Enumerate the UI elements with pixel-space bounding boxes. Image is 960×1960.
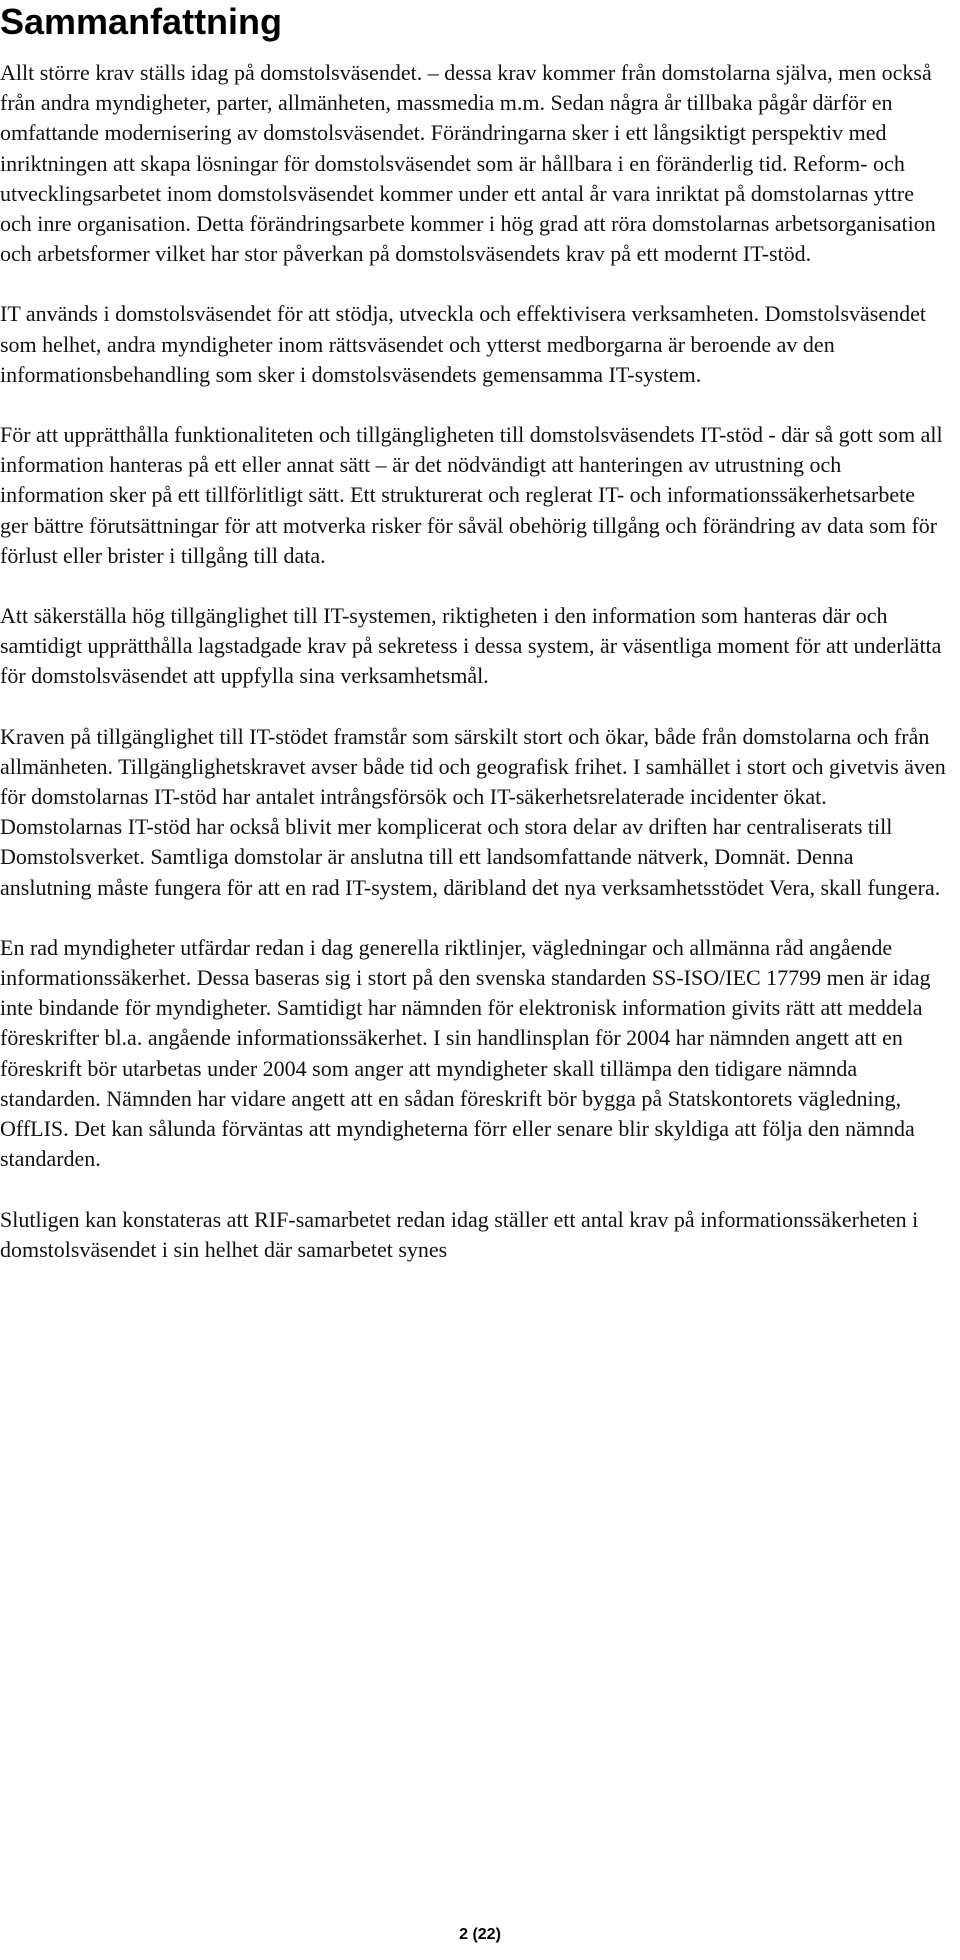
paragraph-2: IT används i domstolsväsendet för att stödja, utveckla och effektivisera verksamheten. Domstolsväsendet som helhet, andra myndigheter inom rättsväsendet och ytterst medborgarna är beroende av den informationsbehandling som sker i domstolsväsendets gemensamma IT-system. [0,301,926,387]
page-number: 2 (22) [459,1926,501,1943]
paragraph-4: Att säkerställa hög tillgänglighet till IT-systemen, riktigheten i den information som hanteras där och samtidigt upprätthålla lagstadgade krav på sekretess i dessa system, är väsentliga moment för att underlätta för domstolsväsendet att uppfylla sina verksamhetsmål. [0,603,942,689]
paragraph-7: Slutligen kan konstateras att RIF-samarbetet redan idag ställer ett antal krav på informationssäkerheten i domstolsväsendet i sin helhet där samarbetet synes [0,1206,919,1262]
paragraph-1: Allt större krav ställs idag på domstolsväsendet. – dessa krav kommer från domstolarna själva, men också från andra myndigheter, parter, allmänheten, massmedia m.m. Sedan några år tillbaka pågår därför en omfattande modernisering av domstolsväsendet. Förändringarna sker i ett långsiktigt perspektiv med inriktningen att skapa lösningar för domstolsväsendet som är hållbara i en föränderlig tid. Reform- och utvecklingsarbetet inom domstolsväsendet kommer under ett antal år vara inriktat på domstolarnas yttre och inre organisation. Detta förändringsarbete kommer i hög grad att röra domstolarnas arbetsorganisation och arbetsformer vilket har stor påverkan på domstolsväsendets krav på ett modernt IT-stöd. [0,60,936,267]
body-text [0,58,948,1295]
paragraph-5: Kraven på tillgänglighet till IT-stödet framstår som särskilt stort och ökar, både från domstolarna och från allmänheten. Tillgänglighetskravet avser både tid och geografisk frihet. I samhället i stort och givetvis även för domstolarnas IT-stöd har antalet intrångsförsök och IT-säkerhetsrelaterade incidenter ökat. Domstolarnas IT-stöd har också blivit mer komplicerat och stora delar av driften har centraliserats till Domstolsverket. Samtliga domstolar är anslutna till ett landsomfattande nätverk, Domnät. Denna anslutning måste fungera för att en rad IT-system, däribland det nya verksamhetsstödet Vera, skall fungera. [0,723,946,900]
page-title: Sammanfattning [0,1,283,42]
paragraph-3: För att upprätthålla funktionaliteten och tillgängligheten till domstolsväsendets IT-stöd - där så gott som all information hanteras på ett eller annat sätt – är det nödvändigt att hanteringen av utrustning och information sker på ett tillförlitligt sätt. Ett strukturerat och reglerat IT- och informationssäkerhetsarbete ger bättre förutsättningar för att motverka risker för såväl obehörig tillgång och förändring av data som för förlust eller brister i tillgång till data. [0,422,943,568]
paragraph-6: En rad myndigheter utfärdar redan i dag generella riktlinjer, vägledningar och allmänna råd angående informationssäkerhet. Dessa baseras sig i stort på den svenska standarden SS-ISO/IEC 17799 men är idag inte bindande för myndigheter. Samtidigt har nämnden för elektronisk information givits rätt att meddela föreskrifter bl.a. angående informationssäkerhet. I sin handlinsplan för 2004 har nämnden angett att en föreskrift bör utarbetas under 2004 som anger att myndigheter skall tillämpa den tidigare nämnda standarden. Nämnden har vidare angett att en sådan föreskrift bör bygga på Statskontorets vägledning, OffLIS. Det kan sålunda förväntas att myndigheterna förr eller senare blir skyldiga att följa den nämnda standarden. [0,934,931,1172]
